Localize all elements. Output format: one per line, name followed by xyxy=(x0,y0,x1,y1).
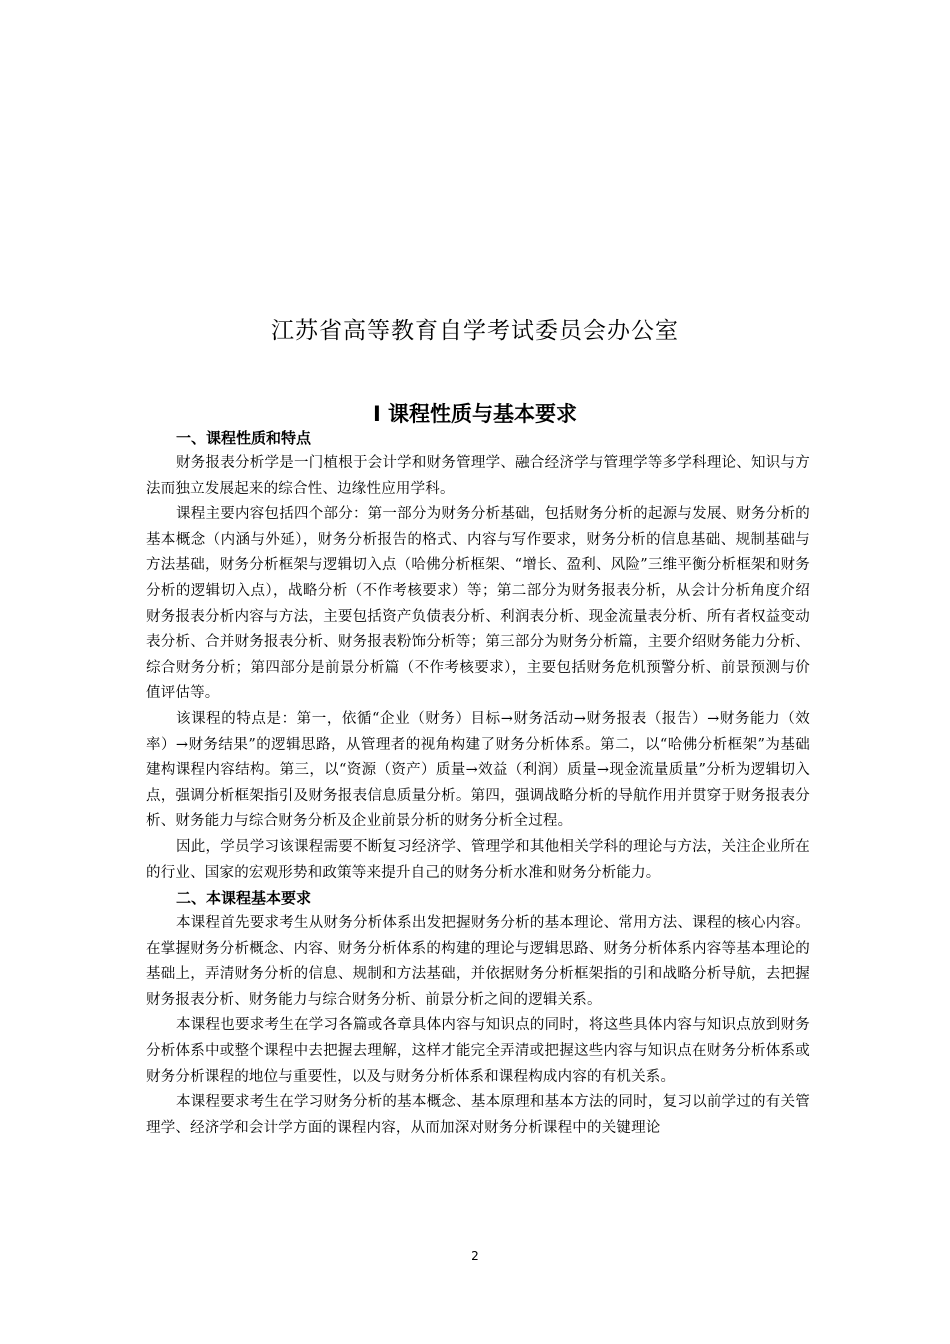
section-title: 二、本课程基本要求 xyxy=(176,889,312,908)
paragraph: 财务报表分析学是一门植根于会计学和财务管理学、融合经济学与管理学等多学科理论、知识与方法而独立发展起来的综合性、边缘性应用学科。 xyxy=(146,455,810,497)
paragraph: 该课程的特点是：第一，依循“企业（财务）目标→财务活动→财务报表（报告）→财务能力（效率）→财务结果”的逻辑思路，从管理者的视角构建了财务分析体系。第二，以“哈佛分析框架”为基础建构课程内容结构。第三，以“资源（资产）质量→效益（利润）质量→现金流量质量”分析为逻辑切入点，强调分析框架指引及财务报表信息质量分析。第四，强调战略分析的导航作用并贯穿于财务报表分析、财务能力与综合财务分析及企业前景分析的财务分析全过程。 xyxy=(146,710,810,830)
part-title: Ⅰ 课程性质与基本要求 xyxy=(372,402,578,426)
paragraph: 本课程也要求考生在学习各篇或各章具体内容与知识点的同时，将这些具体内容与知识点放到财务分析体系中或整个课程中去把握去理解，这样才能完全弄清或把握这些内容与知识点在财务分析体系或财务分析课程的地位与重要性，以及与财务分析体系和课程构成内容的有机关系。 xyxy=(146,1017,810,1085)
section-title: 一、课程性质和特点 xyxy=(176,429,312,447)
page-number: 2 xyxy=(471,1249,479,1263)
office-title: 江苏省高等教育自学考试委员会办公室 xyxy=(271,318,679,344)
paragraph: 课程主要内容包括四个部分：第一部分为财务分析基础，包括财务分析的起源与发展、财务分析的基本概念（内涵与外延），财务分析报告的格式、内容与写作要求，财务分析的信息基础、规制基础与方法基础，财务分析框架与逻辑切入点（哈佛分析框架、“增长、盈利、风险”三维平衡分析框架和财务分析的逻辑切入点），战略分析（不作考核要求）等；第二部分为财务报表分析，从会计分析角度介绍财务报表分析内容与方法，主要包括资产负债表分析、利润表分析、现金流量表分析、所有者权益变动表分析、合并财务报表分析、财务报表粉饰分析等；第三部分为财务分析篇，主要介绍财务能力分析、综合财务分析；第四部分是前景分析篇（不作考核要求），主要包括财务危机预警分析、前景预测与价值评估等。 xyxy=(146,506,810,702)
document-body xyxy=(146,426,810,1141)
paragraph: 本课程首先要求考生从财务分析体系出发把握财务分析的基本理论、常用方法、课程的核心内容。在掌握财务分析概念、内容、财务分析体系的构建的理论与逻辑思路、财务分析体系内容等基本理论的基础上，弄清财务分析的信息、规制和方法基础，并依据财务分析框架指的引和战略分析导航，去把握财务报表分析、财务能力与综合财务分析、前景分析之间的逻辑关系。 xyxy=(146,915,810,1008)
paragraph: 因此，学员学习该课程需要不断复习经济学、管理学和其他相关学科的理论与方法，关注企业所在的行业、国家的宏观形势和政策等来提升自己的财务分析水准和财务分析能力。 xyxy=(146,838,810,881)
section-basic-requirements xyxy=(146,886,810,1141)
section-course-nature xyxy=(146,426,810,886)
paragraph: 本课程要求考生在学习财务分析的基本概念、基本原理和基本方法的同时，复习以前学过的有关管理学、经济学和会计学方面的课程内容，从而加深对财务分析课程中的关键理论 xyxy=(146,1094,810,1136)
